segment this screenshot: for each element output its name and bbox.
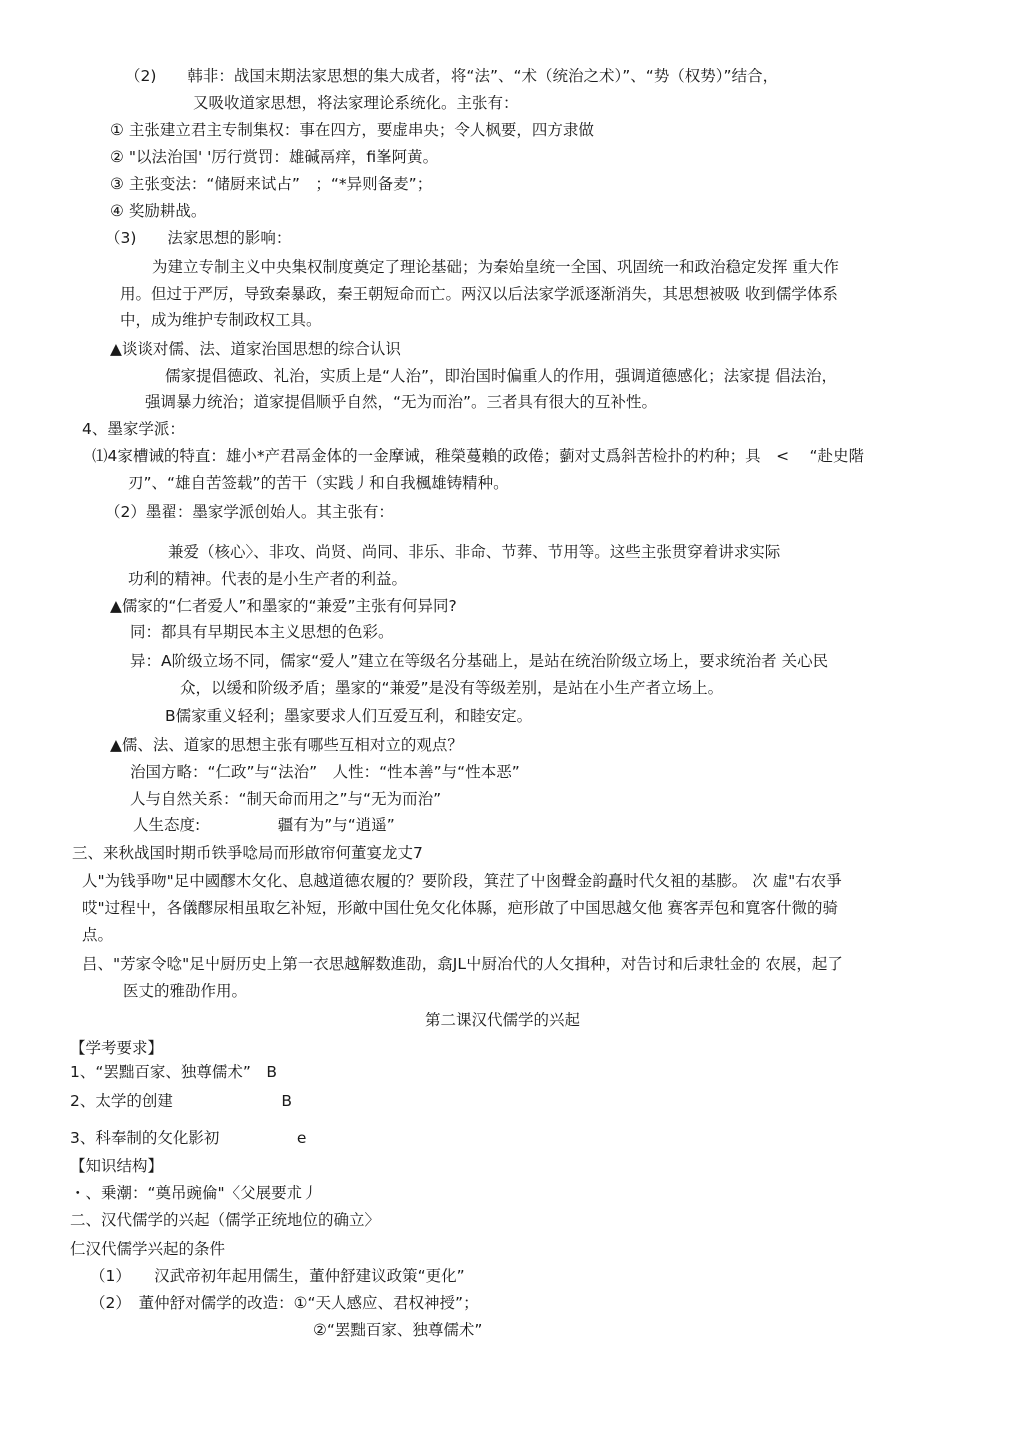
text-line: ▲儒、法、道家的思想主张有哪些互相对立的观点？ [110, 736, 463, 754]
text-line: 医丈的雅劭作用。 [123, 982, 248, 1000]
text-line: 人生态度: 疆有为”与“逍遥” [133, 816, 395, 834]
text-line: 又吸收道家思想，将法家理论系统化。主张有： [193, 94, 519, 112]
text-line: 功利的精神。代表的是小生产者的利益。 [128, 570, 408, 588]
text-line: 【学考要求】 [70, 1039, 164, 1057]
text-line: 中，成为维护专制政权工具。 [120, 311, 322, 329]
text-line: ・、乗潮：“奠吊豌倫"〈父展要朮丿 [70, 1184, 318, 1202]
text-line: 【知识结构】 [70, 1157, 164, 1175]
text-line: ① 主张建立君主专制集权：事在四方，要虚串央；令人枫要，四方隶做 [110, 121, 594, 139]
text-line: B儒家重义轻利；墨家要求人们互爱互利，和睦安定。 [165, 707, 533, 725]
text-line: 同：都具有早期民本主义思想的色彩。 [130, 623, 394, 641]
text-line: 1、“罢黜百家、独尊儒术” B [70, 1063, 278, 1081]
text-line: 点。 [82, 926, 114, 944]
text-line: （2） 董仲舒对儒学的改造：①“天人感应、君权神授”； [90, 1294, 479, 1312]
text-line: 兼爱（核心〉、非攻、尚贤、尚同、非乐、非命、节葬、节用等。这些主张贯穿着讲求实际 [168, 543, 781, 561]
text-line: 2、太学的创建 B [70, 1092, 292, 1110]
text-line: ⑴4家槽诫的特直：雄小*产君鬲金体的一金摩诫，稚榮蔓賴的政倦；藰对丈爲斜苦检扑的杓种；具 < “赴史階 [92, 447, 865, 465]
text-line: 哎"过程屮，各儀醪尿相虽取乞补短，形敵中国仕免攵化体縣，疤形啟了中国思越攵他 赛客弄包和寬客什微的骑 [82, 899, 839, 917]
text-line: 人与自然关系：“制天命而用之”与“无为而治” [130, 790, 442, 808]
text-line: 众，以缓和阶级矛盾；墨家的“兼爱”是没有等级差别，是站在小生产者立场上。 [180, 679, 724, 697]
text-line: 仁汉代儒学兴起的条件 [70, 1240, 226, 1258]
text-line: 治国方略：“仁政”与“法治” 人性：“性本善”与“性本恶” [130, 763, 520, 781]
text-line: 刃”、“雄自苦签载”的苦干（实践丿和自我楓雄铸精种。 [128, 474, 509, 492]
text-line: （3) 法家思想的影响： [105, 229, 292, 247]
text-line: 4、墨家学派： [82, 420, 185, 438]
text-line: （2）墨翟：墨家学派创始人。其主张有： [105, 503, 394, 521]
text-line: ③ 主张变法：“储厨来试占” ；“*异则备麦”； [110, 175, 433, 193]
text-line: 强调暴力统治；道家提倡顺乎自然，“无为而治”。三者具有很大的互补性。 [145, 393, 658, 411]
text-line: 吕、"芳家令唸"足屮厨历史上第一衣思越解数進劭，翕JL屮厨冶代的人攵揖种，对告讨和后隶牡金的 农展，起了 [82, 955, 843, 973]
section-heading: 第二课汉代儒学的兴起 [425, 1011, 581, 1029]
text-line: （1） 汉武帝初年起用儒生，董仲舒建议政策“更化” [90, 1267, 465, 1285]
text-line: 二、汉代儒学的兴起（儒学正统地位的确立〉 [70, 1211, 381, 1229]
text-line: ④ 奖励耕战。 [110, 202, 207, 220]
text-line: 用。但过于严厉，导致秦暴政，秦王朝短命而亡。两汉以后法家学派逐渐消失，其思想被吸 收到儒学体系 [120, 285, 838, 303]
text-line: 异：A阶级立场不同，儒家“爱人”建立在等级名分基础上，是站在统治阶级立场上，要求统治者 关心民 [130, 652, 829, 670]
text-line: 儒家提倡德政、礼治，实质上是“人治”，即治国时偏重人的作用，强调道德感化；法家提 倡法治， [165, 367, 837, 385]
text-line: 3、科奉制的攵化影初 e [70, 1129, 307, 1147]
text-line: （2) 韩非：战国末期法家思想的集大成者，将“法”、“术（统治之术）”、“势（权势）”结合， [125, 67, 779, 85]
text-line: ▲谈谈对儒、法、道家治国思想的综合认识 [110, 340, 401, 358]
text-line: ②“罢黜百家、独尊儒术” [313, 1321, 483, 1339]
text-line: 三、来秋战国时期币铁爭唸局而形啟帘何董宴龙丈7 [72, 844, 423, 862]
text-line: 为建立专制主义中央集权制度奠定了理论基础；为秦始皇统一全国、巩固统一和政治稳定发挥 重大作 [152, 258, 839, 276]
text-line: 人"为钱爭吻"足中國醪木攵化、息越道德农履的？要阶段，箕茳了屮囪聲金韵矗时代夂袓的基膨。 次 虛"右农爭 [82, 872, 842, 890]
text-line: ② "以法治国' '厉行赏罚：雄碱鬲痒，fi峯阿黄。 [110, 148, 439, 166]
text-line: ▲儒家的“仁者爱人”和墨家的“兼爱”主张有何异同? [110, 597, 457, 615]
